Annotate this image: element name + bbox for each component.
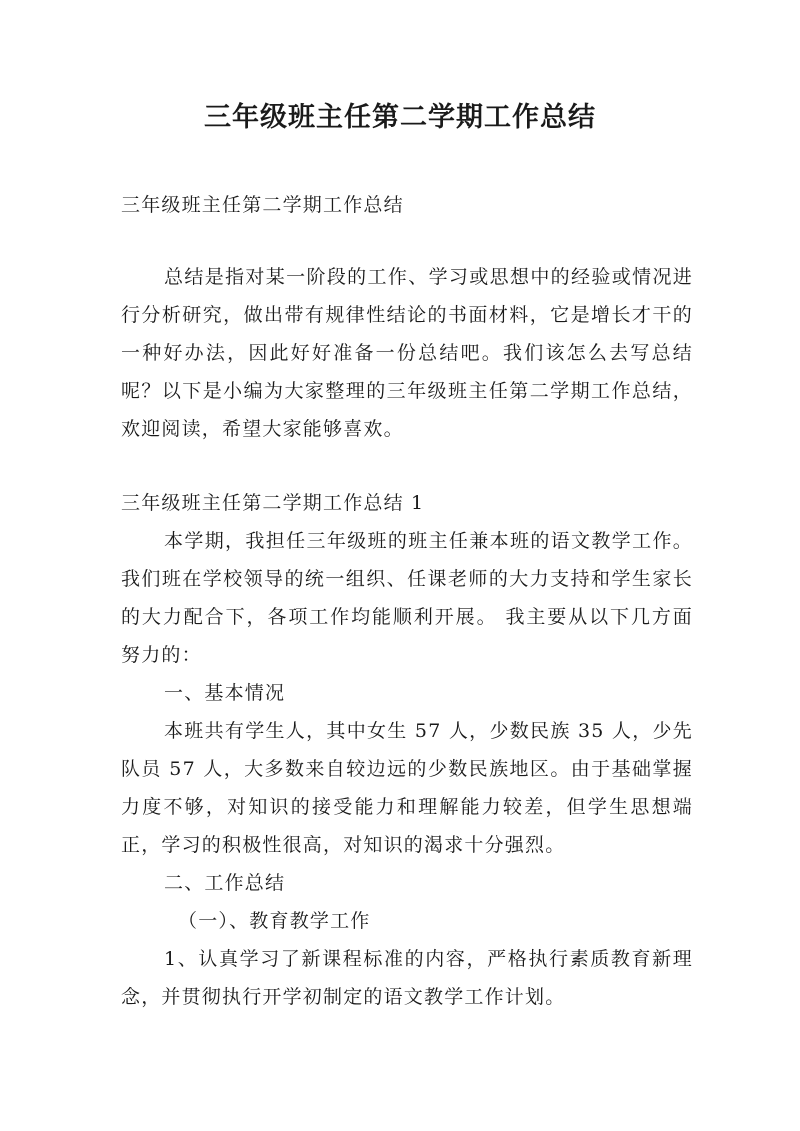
paragraph-basic-situation: 本班共有学生人，其中女生 57 人，少数民族 35 人，少先队员 57 人，大多数来自较边远的少数民族地区。由于基础掌握力度不够，对知识的接受能力和理解能力较差，但学生思想端正，学习的积极性很高，对知识的渴求十分强烈。 [121,720,693,856]
heading-work-summary: 二、工作总结 [164,872,286,894]
document-title: 三年级班主任第二学期工作总结 [204,102,596,133]
paragraph-item-1: 1、认真学习了新课程标准的内容，严格执行素质教育新理念，并贯彻执行开学初制定的语文教学工作计划。 [121,948,693,1008]
paragraph-opening: 本学期，我担任三年级班的班主任兼本班的语文教学工作。我们班在学校领导的统一组织、任课老师的大力支持和学生家长的大力配合下，各项工作均能顺利开展。 我主要从以下几方面努力的： [121,530,693,666]
intro-paragraph: 总结是指对某一阶段的工作、学习或思想中的经验或情况进行分析研究，做出带有规律性结论的书面材料，它是增长才干的一种好办法，因此好好准备一份总结吧。我们该怎么去写总结呢？以下是小编为大家整理的三年级班主任第二学期工作总结，欢迎阅读，希望大家能够喜欢。 [121,266,693,440]
heading-basic-situation: 一、基本情况 [164,682,286,704]
heading-teaching-work: （一）、教育教学工作 [178,910,371,932]
section-heading: 三年级班主任第二学期工作总结 1 [121,492,425,514]
section-1 [121,484,693,1016]
document-subtitle: 三年级班主任第二学期工作总结 [121,194,404,216]
